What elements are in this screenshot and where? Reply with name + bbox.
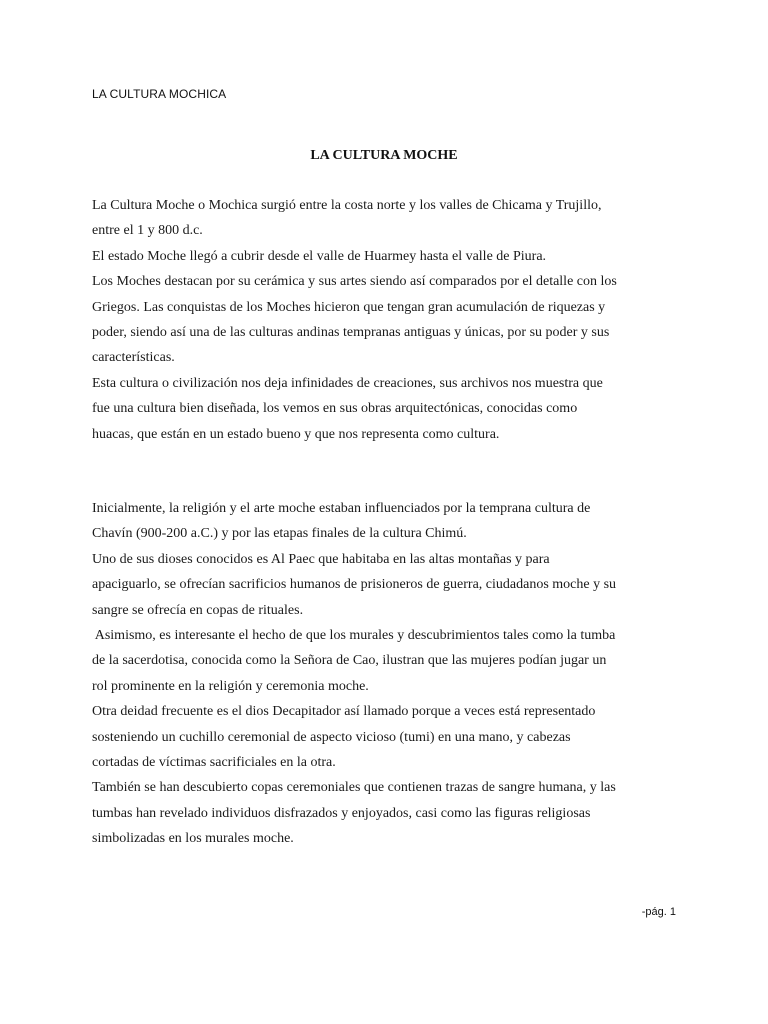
text-line: fue una cultura bien diseñada, los vemos en sus obras arquitectónicas, conocidas como [92, 401, 578, 417]
text-line: simbolizadas en los murales moche. [92, 831, 294, 847]
text-line: tumbas han revelado individuos disfrazados y enjoyados, casi como las figuras religiosas [92, 805, 591, 821]
text-line: cortadas de víctimas sacrificiales en la otra. [92, 755, 336, 771]
text-line: características. [92, 350, 175, 366]
page-header: LA CULTURA MOCHICA [92, 87, 227, 101]
text-line: El estado Moche llegó a cubrir desde el valle de Huarmey hasta el valle de Piura. [92, 248, 547, 264]
text-line: huacas, que están en un estado bueno y que nos representa como cultura. [92, 426, 500, 442]
text-line: Los Moches destacan por su cerámica y sus artes siendo así comparados por el detalle con los [92, 274, 617, 290]
text-line: Esta cultura o civilización nos deja infinidades de creaciones, sus archivos nos muestra que [92, 375, 603, 391]
text-line: entre el 1 y 800 d.c. [92, 223, 203, 239]
text-line: La Cultura Moche o Mochica surgió entre la costa norte y los valles de Chicama y Trujillo, [92, 198, 602, 213]
page-number: -pág. 1 [641, 906, 676, 918]
text-line: de la sacerdotisa, conocida como la Señora de Cao, ilustran que las mujeres podían jugar un [92, 653, 607, 669]
text-line: poder, siendo así una de las culturas andinas tempranas antiguas y únicas, por su poder y sus [92, 325, 610, 341]
text-line: sosteniendo un cuchillo ceremonial de aspecto vicioso (tumi) en una mano, y cabezas [92, 729, 571, 745]
text-line: Griegos. Las conquistas de los Moches hicieron que tengan gran acumulación de riquezas y [92, 299, 606, 315]
paragraph-block-2 [92, 496, 682, 852]
text-line: Uno de sus dioses conocidos es Al Paec que habitaba en las altas montañas y para [92, 551, 550, 567]
text-line: Inicialmente, la religión y el arte moche estaban influenciados por la temprana cultura de [92, 501, 591, 516]
text-line: apaciguarlo, se ofrecían sacrificios humanos de prisioneros de guerra, ciudadanos moche y su [92, 577, 617, 593]
text-line: Asimismo, es interesante el hecho de que los murales y descubrimientos tales como la tumba [92, 628, 616, 644]
text-line: También se han descubierto copas ceremoniales que contienen trazas de sangre humana, y las [92, 780, 616, 796]
paragraph-block-1 [92, 193, 682, 447]
text-line: sangre se ofrecía en copas de rituales. [92, 602, 304, 618]
text-line: rol prominente en la religión y ceremonia moche. [92, 678, 369, 694]
document-title: LA CULTURA MOCHE [310, 148, 458, 163]
text-line: Otra deidad frecuente es el dios Decapitador así llamado porque a veces está representado [92, 704, 596, 720]
text-line: Chavín (900-200 a.C.) y por las etapas finales de la cultura Chimú. [92, 526, 467, 542]
